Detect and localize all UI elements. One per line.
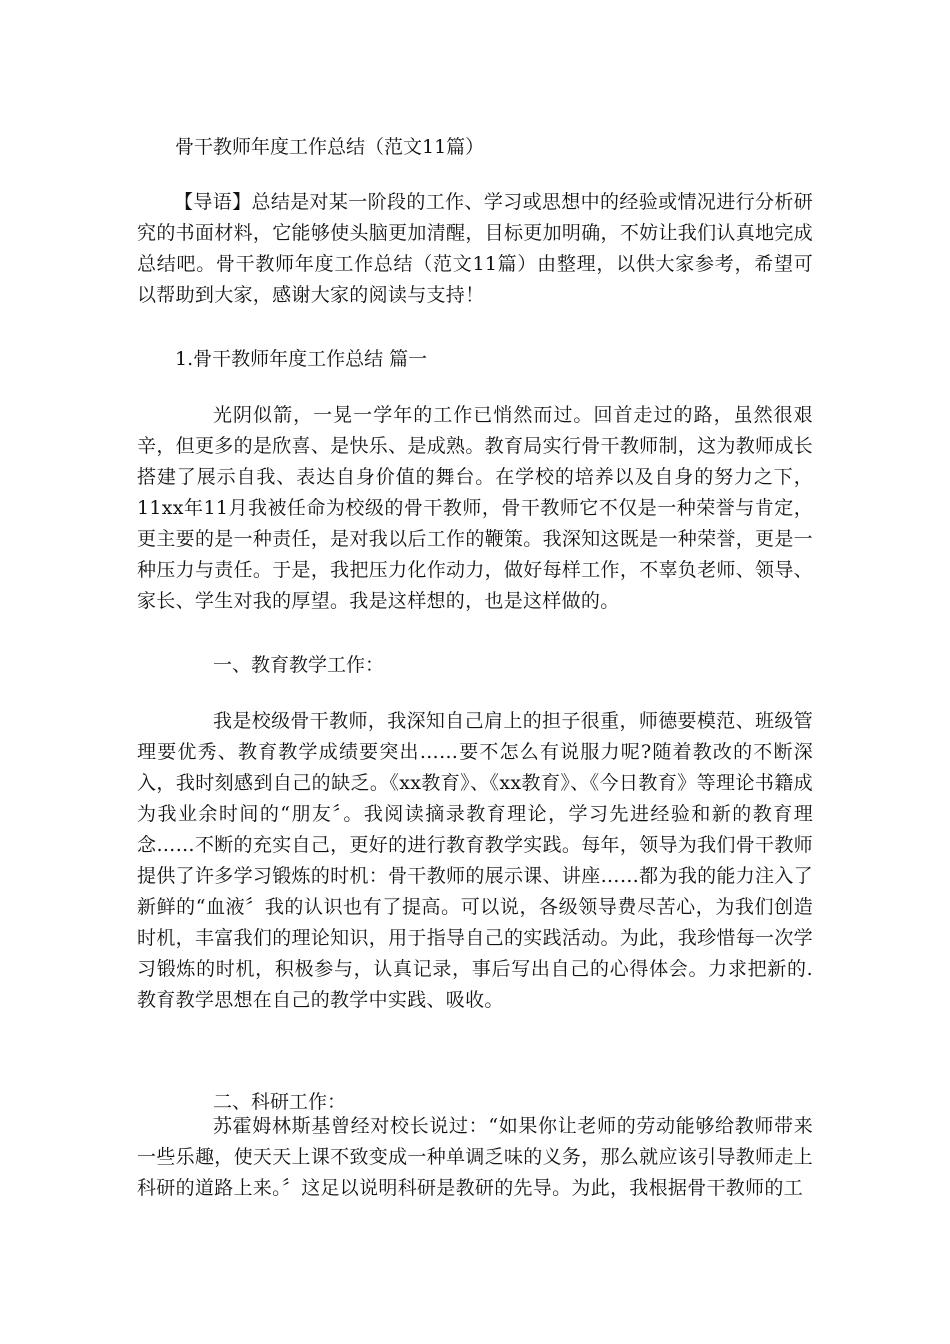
heading-teaching-work: 一、教育教学工作： xyxy=(213,654,385,676)
heading-research-work: 二、科研工作： xyxy=(213,1091,347,1113)
document-title: 骨干教师年度工作总结（范文11篇） xyxy=(175,136,485,158)
paragraph-2: 我是校级骨干教师，我深知自己肩上的担子很重，师德要模范、班级管理要优秀、教育教学成绩要突出……要不怎么有说服力呢?随着教改的不断深入，我时刻感到自己的缺乏。《xx教育》、《xx教育》、《今日教育》等理论书籍成为我业余时间的“朋友〞。我阅读摘录教育理论，学习先进经验和新的教育理念……不断的充实自己，更好的进行教育教学实践。每年，领导为我们骨干教师提供了许多学习锻炼的时机：骨干教师的展示课、讲座……都为我的能力注入了新鲜的“血液〞我的认识也有了提高。可以说，各级领导费尽苦心，为我们创造时机，丰富我们的理论知识，用于指导自己的实践活动。为此，我珍惜每一次学习锻炼的时机，积极参与，认真记录，事后写出自己的心得体会。力求把新的.教育教学思想在自己的教学中实践、吸收。 xyxy=(137,710,813,1011)
intro-paragraph: 【导语】总结是对某一阶段的工作、学习或思想中的经验或情况进行分析研究的书面材料，它能够使头脑更加清醒，目标更加明确，不妨让我们认真地完成总结吧。骨干教师年度工作总结（范文11篇）由整理，以供大家参考，希望可以帮助到大家，感谢大家的阅读与支持！ xyxy=(137,191,813,306)
paragraph-3: 苏霍姆林斯基曾经对校长说过：“如果你让老师的劳动能够给教师带来一些乐趣，使天天上课不致变成一种单调乏味的义务，那么就应该引导教师走上科研的道路上来。〞这足以说明科研是教研的先导。为此，我根据骨干教师的工 xyxy=(137,1115,813,1199)
paragraph-1: 光阴似箭，一晃一学年的工作已悄然而过。回首走过的路，虽然很艰辛，但更多的是欣喜、是快乐、是成熟。教育局实行骨干教师制，这为教师成长搭建了展示自我、表达自身价值的舞台。在学校的培养以及自身的努力之下，11xx年11月我被任命为校级的骨干教师，骨干教师它不仅是一种荣誉与肯定，更主要的是一种责任，是对我以后工作的鞭策。我深知这既是一种荣誉，更是一种压力与责任。于是，我把压力化作动力，做好每样工作，不辜负老师、领导、家长、学生对我的厚望。我是这样想的，也是这样做的。 xyxy=(137,404,813,612)
section-title: 1.骨干教师年度工作总结 篇一 xyxy=(175,348,428,370)
